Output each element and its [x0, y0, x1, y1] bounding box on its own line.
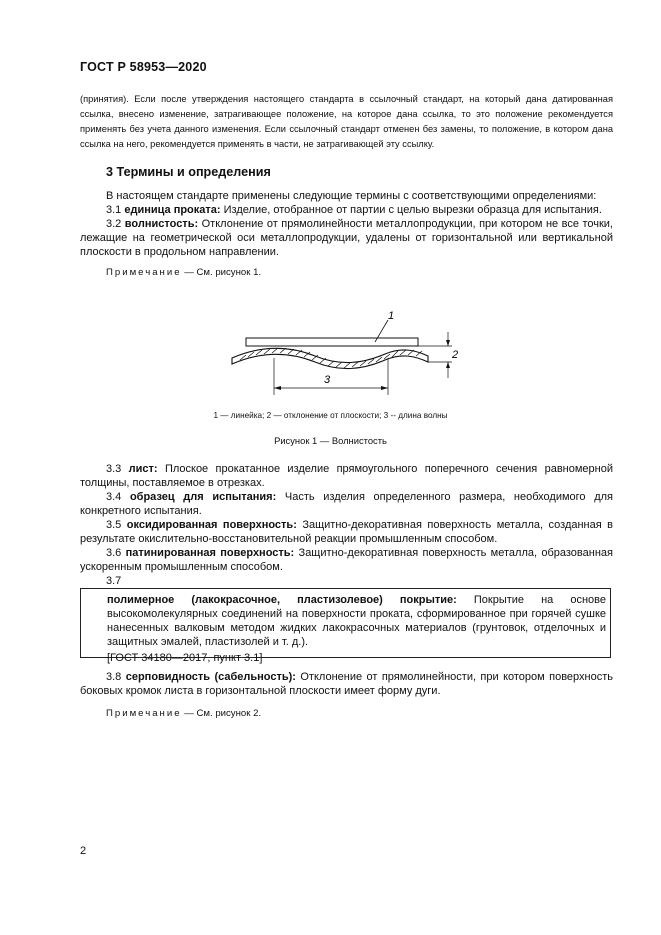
figure-label-wavelength: 3: [324, 374, 331, 386]
term-3-7-number: 3.7: [106, 575, 122, 587]
page-number: 2: [80, 845, 87, 857]
wavy-sheet-shape: [232, 348, 428, 368]
figure-label-ruler: 1: [388, 310, 395, 322]
term-3-7-box: [80, 588, 611, 664]
section-body: [80, 189, 613, 280]
intro-paragraph: [80, 92, 613, 152]
term-3-4: 3.4 образец для испытания: Часть изделия определенного размера, необходимого для конкретного испытания.: [80, 491, 613, 517]
term-3-7-source: [ГОСТ 34180—2017, пункт 3.1]: [107, 652, 263, 664]
section-lead: В настоящем стандарте применены следующие термины с соответствующими определениями:: [106, 190, 597, 202]
term-3-1: 3.1 единица проката: Изделие, отобранное от партии с целью вырезки образца для испытания.: [106, 204, 602, 216]
ruler-shape: [246, 338, 418, 346]
figure-label-deviation: 2: [452, 349, 459, 361]
section-title: 3 Термины и определения: [106, 165, 271, 179]
term-3-8-block: [80, 670, 613, 721]
term-3-2: 3.2 волнистость: Отклонение от прямолинейности металлопродукции, при котором не все точки, лежащие на геометрической оси металлопродукции, удалены от горизонтальной или вертикальной плоскости в продольном направлении.: [80, 218, 613, 258]
term-3-5: 3.5 оксидированная поверхность: Защитно-декоративная поверхность металла, созданная в результате окислительно-восстановительной реакции промышленным способом.: [80, 519, 613, 545]
term-3-3: 3.3 лист: Плоское прокатанное изделие прямоугольного поперечного сечения равномерной толщины, поставляемое в отрезках.: [80, 463, 613, 489]
figure-legend: 1 — линейка; 2 — отклонение от плоскости; 3 -- длина волны: [213, 411, 448, 420]
term-3-7: полимерное (лакокрасочное, пластизолевое) покрытие: Покрытие на основе высокомолекулярных соединений на поверхности проката, сформированное при горячей сушке нанесенных валковым методом жидких лакокрасочных материалов (грунтовок, отделочных и защитных эмалей, пластизолей и т. д.).: [107, 594, 606, 648]
intro-text: (принятия). Если после утверждения настоящего стандарта в ссылочный стандарт, на который дана датированная ссылка, внесено изменение, затрагивающее положение, на которое дана ссылка, то это положение рекомендуется применять без учета данного изменения. Если ссылочный стандарт отменен без замены, то положение, в котором дана ссылка на него, рекомендуется применять в части, не затрагивающей эту ссылку.: [80, 94, 613, 149]
page-header: ГОСТ Р 58953—2020: [80, 60, 207, 74]
figure-waviness: [0, 300, 661, 410]
term-3-8: 3.8 серповидность (сабельность): Отклонение от прямолинейности, при котором поверхность боковых кромок листа в горизонтальной плоскости имеет форму дуги.: [80, 671, 613, 697]
note-1: Примечание — См. рисунок 1.: [106, 267, 262, 278]
figure-caption: Рисунок 1 — Волнистость: [274, 435, 387, 446]
note-2: Примечание — См. рисунок 2.: [106, 708, 262, 719]
terms-block: [80, 462, 613, 588]
term-3-6: 3.6 патинированная поверхность: Защитно-декоративная поверхность металла, образованная ускоренным промышленным способом.: [80, 547, 613, 573]
